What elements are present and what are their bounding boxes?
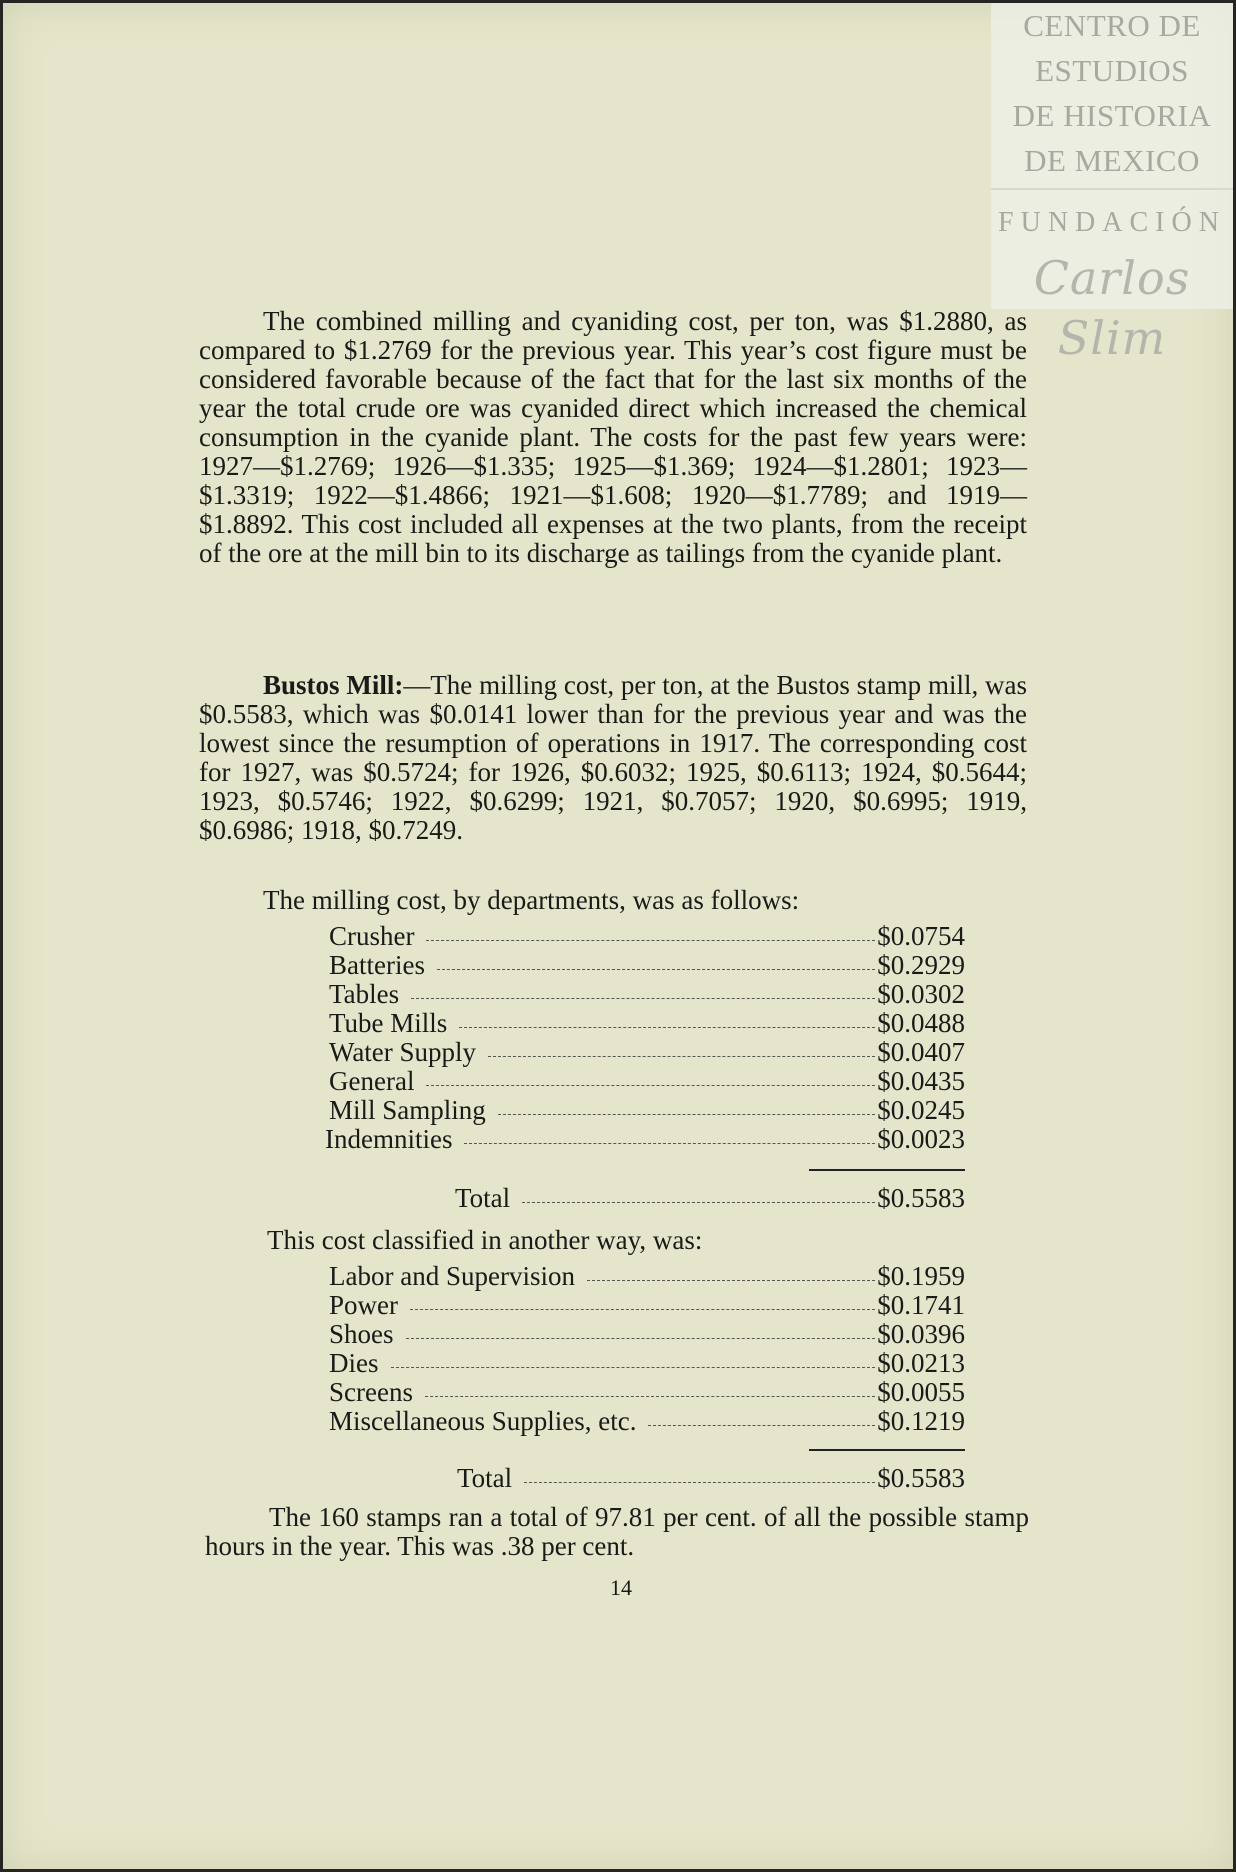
leader-dots	[411, 998, 875, 999]
watermark-line: DE MEXICO	[1024, 143, 1200, 178]
row-label: Power	[329, 1290, 398, 1320]
total-rule	[809, 1169, 965, 1171]
row-value: $0.0396	[877, 1319, 965, 1349]
total-value: $0.5583	[877, 1463, 965, 1493]
leader-dots	[391, 1367, 876, 1368]
classified-row	[329, 1319, 965, 1348]
row-value: $0.0023	[877, 1124, 965, 1154]
classified-row	[329, 1406, 965, 1435]
row-value: $0.0055	[877, 1377, 965, 1407]
leader-dots	[425, 1396, 875, 1397]
classified-row	[329, 1377, 965, 1406]
row-value: $0.0213	[877, 1348, 965, 1378]
departments-row	[329, 1095, 965, 1124]
bustos-text: —The milling cost, per ton, at the Bustos stamp mill, was $0.5583, which was $0.0141 lower than for the previous year and was the lowest since the resumption of operations in 1917. The corresponding cost for 1927, was $0.5724; for 1926, $0.6032; 1925, $0.6113; 1924, $0.5644; 1923, $0.5746; 1922, $0.6299; 1921, $0.7057; 1920, $0.6995; 1919, $0.6986; 1918, $0.7249.	[199, 670, 1027, 845]
page	[3, 3, 1233, 1869]
row-value: $0.2929	[877, 950, 965, 980]
departments-row	[329, 921, 965, 950]
leader-dots	[426, 1085, 875, 1086]
row-label: Water Supply	[329, 1037, 477, 1067]
row-value: $0.1219	[877, 1406, 965, 1436]
leader-dots	[437, 969, 875, 970]
leader-dots	[648, 1425, 875, 1426]
row-value: $0.0245	[877, 1095, 965, 1125]
intro-paragraph: The combined milling and cyaniding cost, per ton, was $1.2880, as compared to $1.2769 for the previous year. This year’s cost figure must be considered favorable because of the fact that for the last six months of the year the total crude ore was cyanided direct which increased the chemical consumption in the cyanide plant. The costs for the past few years were: 1927—$1.2769; 1926—$1.335; 1925—$1.369; 1924—$1.2801; 1923—$1.3319; 1922—$1.4866; 1921—$1.608; 1920—$1.7789; and 1919—$1.8892. This cost included all expenses at the two plants, from the receipt of the ore at the mill bin to its discharge as tailings from the cyanide plant.	[199, 306, 1027, 568]
classified-row	[329, 1261, 965, 1290]
watermark-line: ESTUDIOS	[1035, 53, 1189, 88]
leader-dots	[459, 1027, 875, 1028]
total-label: Total	[455, 1183, 511, 1213]
row-label: Dies	[329, 1348, 379, 1378]
row-label: Shoes	[329, 1319, 394, 1349]
leader-dots	[522, 1202, 875, 1203]
row-value: $0.1741	[877, 1290, 965, 1320]
watermark-fundacion: FUNDACIÓN	[998, 207, 1226, 238]
total-value: $0.5583	[877, 1183, 965, 1213]
row-value: $0.0435	[877, 1066, 965, 1096]
bustos-paragraph	[199, 671, 1027, 845]
row-label: Batteries	[329, 950, 425, 980]
departments-lead: The milling cost, by departments, was as follows:	[263, 885, 800, 915]
watermark-divider	[991, 188, 1233, 190]
classified-row	[329, 1348, 965, 1377]
watermark-line: CENTRO DE	[1023, 8, 1201, 43]
leader-dots	[498, 1114, 875, 1115]
row-label: Tables	[329, 979, 400, 1009]
closing-paragraph-block	[205, 1503, 1029, 1561]
intro-paragraph-block	[199, 307, 1027, 568]
row-label: Crusher	[329, 921, 415, 951]
leader-dots	[524, 1482, 875, 1483]
row-label: Screens	[329, 1377, 413, 1407]
bustos-paragraph-block	[199, 671, 1027, 845]
row-label: Miscellaneous Supplies, etc.	[329, 1406, 637, 1436]
row-label: Tube Mills	[329, 1008, 448, 1038]
total-label: Total	[457, 1463, 513, 1493]
row-value: $0.0407	[877, 1037, 965, 1067]
watermark-line: DE HISTORIA	[1012, 98, 1212, 133]
row-value: $0.1959	[877, 1261, 965, 1291]
classified-lead: This cost classified in another way, was:	[267, 1225, 703, 1255]
row-label: Mill Sampling	[329, 1095, 486, 1125]
departments-row	[329, 979, 965, 1008]
departments-row	[329, 1008, 965, 1037]
row-value: $0.0488	[877, 1008, 965, 1038]
row-label: General	[329, 1066, 415, 1096]
page-number: 14	[610, 1575, 632, 1600]
classified-row	[329, 1290, 965, 1319]
bustos-heading: Bustos Mill:	[263, 670, 404, 700]
leader-dots	[406, 1338, 876, 1339]
archive-watermark	[991, 3, 1233, 365]
leader-dots	[410, 1309, 875, 1310]
departments-row	[325, 1124, 965, 1153]
row-label: Labor and Supervision	[329, 1261, 575, 1291]
watermark-signature: Carlos Slim	[1033, 251, 1191, 365]
closing-paragraph: The 160 stamps ran a total of 97.81 per cent. of all the possible stamp hours in the year. This was .38 per cent.	[205, 1502, 1029, 1561]
leader-dots	[464, 1143, 875, 1144]
leader-dots	[488, 1056, 875, 1057]
departments-row	[329, 950, 965, 979]
classified-total-row	[457, 1463, 965, 1492]
departments-row	[329, 1037, 965, 1066]
row-label: Indemnities	[325, 1124, 453, 1154]
leader-dots	[587, 1280, 875, 1281]
departments-total-row	[455, 1183, 965, 1212]
row-value: $0.0302	[877, 979, 965, 1009]
leader-dots	[426, 940, 875, 941]
departments-row	[329, 1066, 965, 1095]
row-value: $0.0754	[877, 921, 965, 951]
total-rule	[809, 1449, 965, 1451]
